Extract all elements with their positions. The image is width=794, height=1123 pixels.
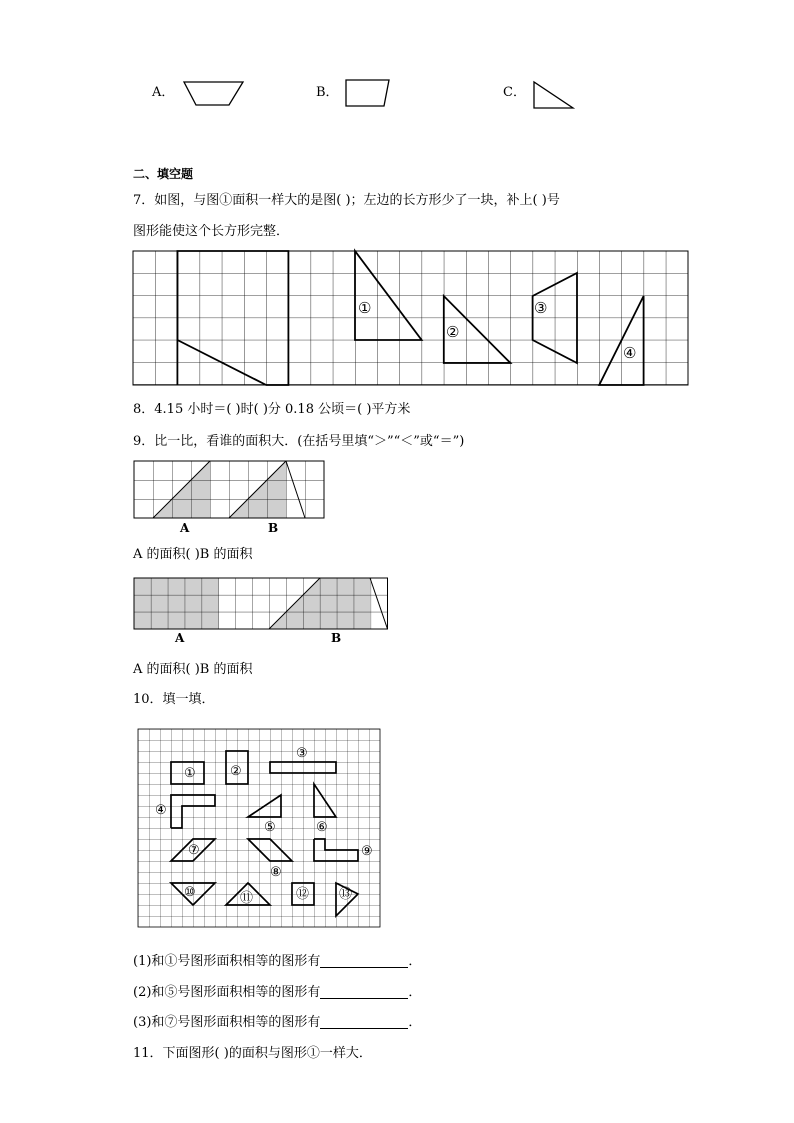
q10-label-4: ④ — [155, 803, 167, 818]
q7-label-4: ④ — [623, 344, 637, 362]
section-title: 二、填空题 — [133, 167, 194, 181]
q10-label-1: ① — [184, 766, 196, 781]
q8-text: 8．4.15 小时＝( )时( )分 0.18 公顷＝( )平方米 — [133, 402, 411, 417]
triangle-option-c — [532, 80, 576, 110]
trapezoid-option-a — [182, 80, 246, 108]
q10-sub1 — [133, 955, 421, 968]
q10-sub1-text: (1)和①号图形面积相等的图形有 — [133, 954, 321, 969]
q7-label-2: ② — [446, 323, 460, 341]
q10-sub2 — [133, 986, 421, 999]
option-b-label: B． — [316, 85, 339, 100]
q9-answer-2: A 的面积( )B 的面积 — [133, 662, 253, 677]
q10-sub3-text: (3)和⑦号图形面积相等的图形有 — [133, 1015, 321, 1030]
q10-label-2: ② — [230, 764, 242, 779]
trapezoid-option-b — [344, 78, 392, 108]
q10-label-7: ⑦ — [188, 843, 200, 858]
q10-sub2-blank[interactable] — [320, 986, 408, 999]
q11-text: 11．下面图形( )的面积与图形①一样大． — [133, 1046, 372, 1061]
q9-fig1-label-b: B — [268, 521, 279, 535]
q7-grid-figure — [133, 251, 688, 387]
q9-answer-1: A 的面积( )B 的面积 — [133, 547, 253, 562]
q7-text-line1: 7．如图，与图①面积一样大的是图( )；左边的长方形少了一块，补上( )号 — [133, 193, 560, 208]
q10-label-12: ⑫ — [296, 887, 310, 902]
q10-label-6: ⑥ — [316, 820, 328, 835]
q10-label-8: ⑧ — [270, 865, 282, 880]
q10-label-10: ⑩ — [184, 885, 196, 900]
q9-fig2-label-a: A — [175, 631, 185, 645]
q10-label-5: ⑤ — [264, 820, 276, 835]
q10-sub2-period: ． — [408, 985, 422, 1000]
q7-label-3: ③ — [534, 299, 548, 317]
q10-label-3: ③ — [296, 746, 308, 761]
q10-sub3-period: ． — [408, 1015, 422, 1030]
q7-text-line2: 图形能使这个长方形完整． — [133, 224, 290, 239]
q9-text: 9．比一比，看谁的面积大．(在括号里填“＞”“＜”或“＝”) — [133, 434, 465, 449]
q9-figure-1 — [134, 461, 326, 521]
q10-sub1-period: ． — [408, 954, 422, 969]
q10-label-13: ⑬ — [339, 887, 353, 902]
option-a-label: A． — [152, 85, 175, 100]
option-c-label: C． — [503, 85, 526, 100]
q10-label-9: ⑨ — [361, 844, 373, 859]
q9-fig2-label-b: B — [331, 631, 342, 645]
q10-sub1-blank[interactable] — [320, 955, 408, 968]
q10-text: 10．填一填． — [133, 692, 215, 707]
q9-fig1-label-a: A — [180, 521, 190, 535]
q10-sub3-blank[interactable] — [320, 1016, 408, 1029]
q10-label-11: ⑪ — [240, 891, 254, 906]
q10-sub3 — [133, 1016, 421, 1029]
q10-sub2-text: (2)和⑤号图形面积相等的图形有 — [133, 985, 321, 1000]
q9-figure-2 — [134, 578, 390, 632]
q7-label-1: ① — [358, 299, 372, 317]
